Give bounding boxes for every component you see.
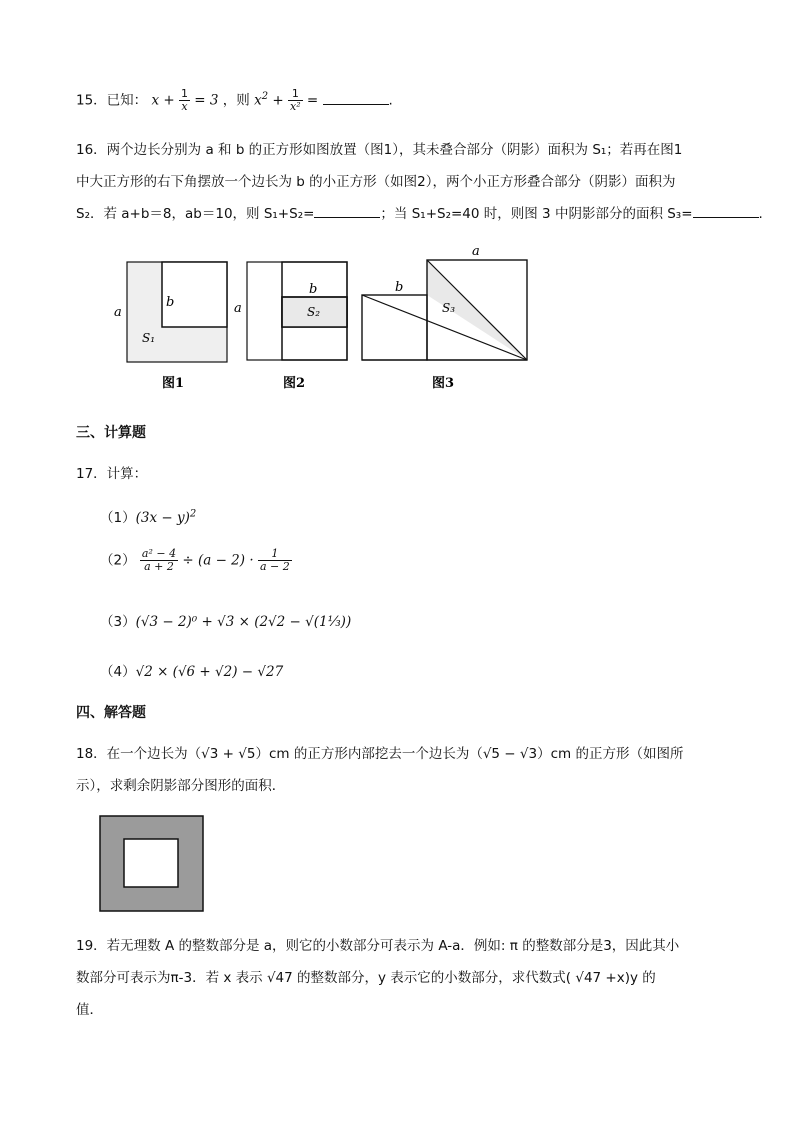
q18-line2: 示），求剩余阴影部分图形的面积． bbox=[76, 778, 286, 794]
q15-answer-blank[interactable] bbox=[323, 94, 389, 105]
figure-1 bbox=[114, 262, 227, 391]
q17-title: 17．计算： bbox=[76, 466, 148, 482]
q15-fraction-2: $\frac{1}{\text{x²}}$ bbox=[290, 87, 301, 113]
q15-then: ，则 bbox=[222, 92, 250, 109]
q15-number: 15．已知： bbox=[76, 92, 148, 109]
q15: 15．已知： x + $\frac{1}{x}$ = 3 ，则 $x^2$ + $\frac{1}{\text{x²}}$ = . bbox=[76, 87, 393, 113]
fig1-label-b: b bbox=[166, 295, 175, 310]
q15-fraction: $\frac{1}{x}$ bbox=[181, 87, 188, 113]
q17-part2: （2） $\frac{\text{a² − 4}}{a + 2}$ ÷ (a − 2) · $\frac{1}{a - 2}$ bbox=[100, 547, 290, 573]
section-3-title: 三、计算题 bbox=[76, 425, 146, 441]
q18-inner-square bbox=[124, 839, 178, 887]
q19-line1: 19．若无理数 A 的整数部分是 a，则它的小数部分可表示为 A-a．例如: π 的整数部分是3，因此其小 bbox=[76, 938, 680, 954]
q16-line3: S₂．若 a+b＝8，ab＝10，则 S₁+S₂= ；当 S₁+S₂=40 时，则图 3 中阴影部分的面积 S₃= . bbox=[76, 206, 763, 222]
fig3-label-s3: S₃ bbox=[442, 301, 456, 315]
q19-line3: 值． bbox=[76, 1002, 103, 1018]
q18-figure bbox=[98, 814, 208, 914]
q16-answer-blank-2[interactable] bbox=[693, 207, 759, 218]
q17-part3: （3）(√3 − 2)⁰ + √3 × (2√2 − √(1⅓)) bbox=[100, 614, 352, 630]
fig3-label-a: a bbox=[472, 244, 480, 259]
q17-part1: $(1)(3x - y)^2$ bbox=[100, 508, 197, 526]
fig1-label-a: a bbox=[114, 305, 122, 320]
q16-line2: 中大正方形的右下角摆放一个边长为 b 的小正方形（如图2），两个小正方形叠合部分（阴影）面积为 bbox=[76, 174, 676, 190]
q16-answer-blank-1[interactable] bbox=[314, 207, 380, 218]
q18-line1: 18．在一个边长为（√3 + √5）cm 的正方形内部挖去一个边长为（√5 − √3）cm 的正方形（如图所 bbox=[76, 746, 684, 762]
q16-figures bbox=[100, 244, 540, 394]
q17-part4: （4）√2 × (√6 + √2) − √27 bbox=[100, 664, 284, 680]
fig1-label-s1: S₁ bbox=[142, 331, 156, 345]
q19-line2: 数部分可表示为π-3．若 x 表示 √47 的整数部分，y 表示它的小数部分，求代数式( √47 +x)y 的 bbox=[76, 970, 656, 986]
fig3-caption: 图3 bbox=[432, 376, 455, 391]
fig3-small-square bbox=[362, 295, 427, 360]
figure-2 bbox=[234, 262, 347, 391]
q17-part2-fraction-2: $\frac{1}{a - 2}$ bbox=[259, 547, 290, 573]
q16-line1: 16．两个边长分别为 a 和 b 的正方形如图放置（图1），其未叠合部分（阴影）面积为 S₁；若再在图1 bbox=[76, 142, 683, 158]
q17-part2-fraction-1: $\frac{\text{a² − 4}}{a + 2}$ bbox=[141, 547, 177, 573]
fig2-label-a: a bbox=[234, 301, 242, 316]
q15-lhs: x + bbox=[151, 92, 175, 109]
fig2-label-b: b bbox=[309, 282, 318, 297]
q15-value: = 3 bbox=[194, 92, 219, 109]
fig2-caption: 图2 bbox=[283, 376, 306, 391]
figure-3 bbox=[362, 244, 527, 391]
fig1-caption: 图1 bbox=[162, 376, 185, 391]
fig2-label-s2: S₂ bbox=[307, 305, 321, 319]
fig3-label-b: b bbox=[395, 280, 404, 295]
section-4-title: 四、解答题 bbox=[76, 705, 146, 721]
